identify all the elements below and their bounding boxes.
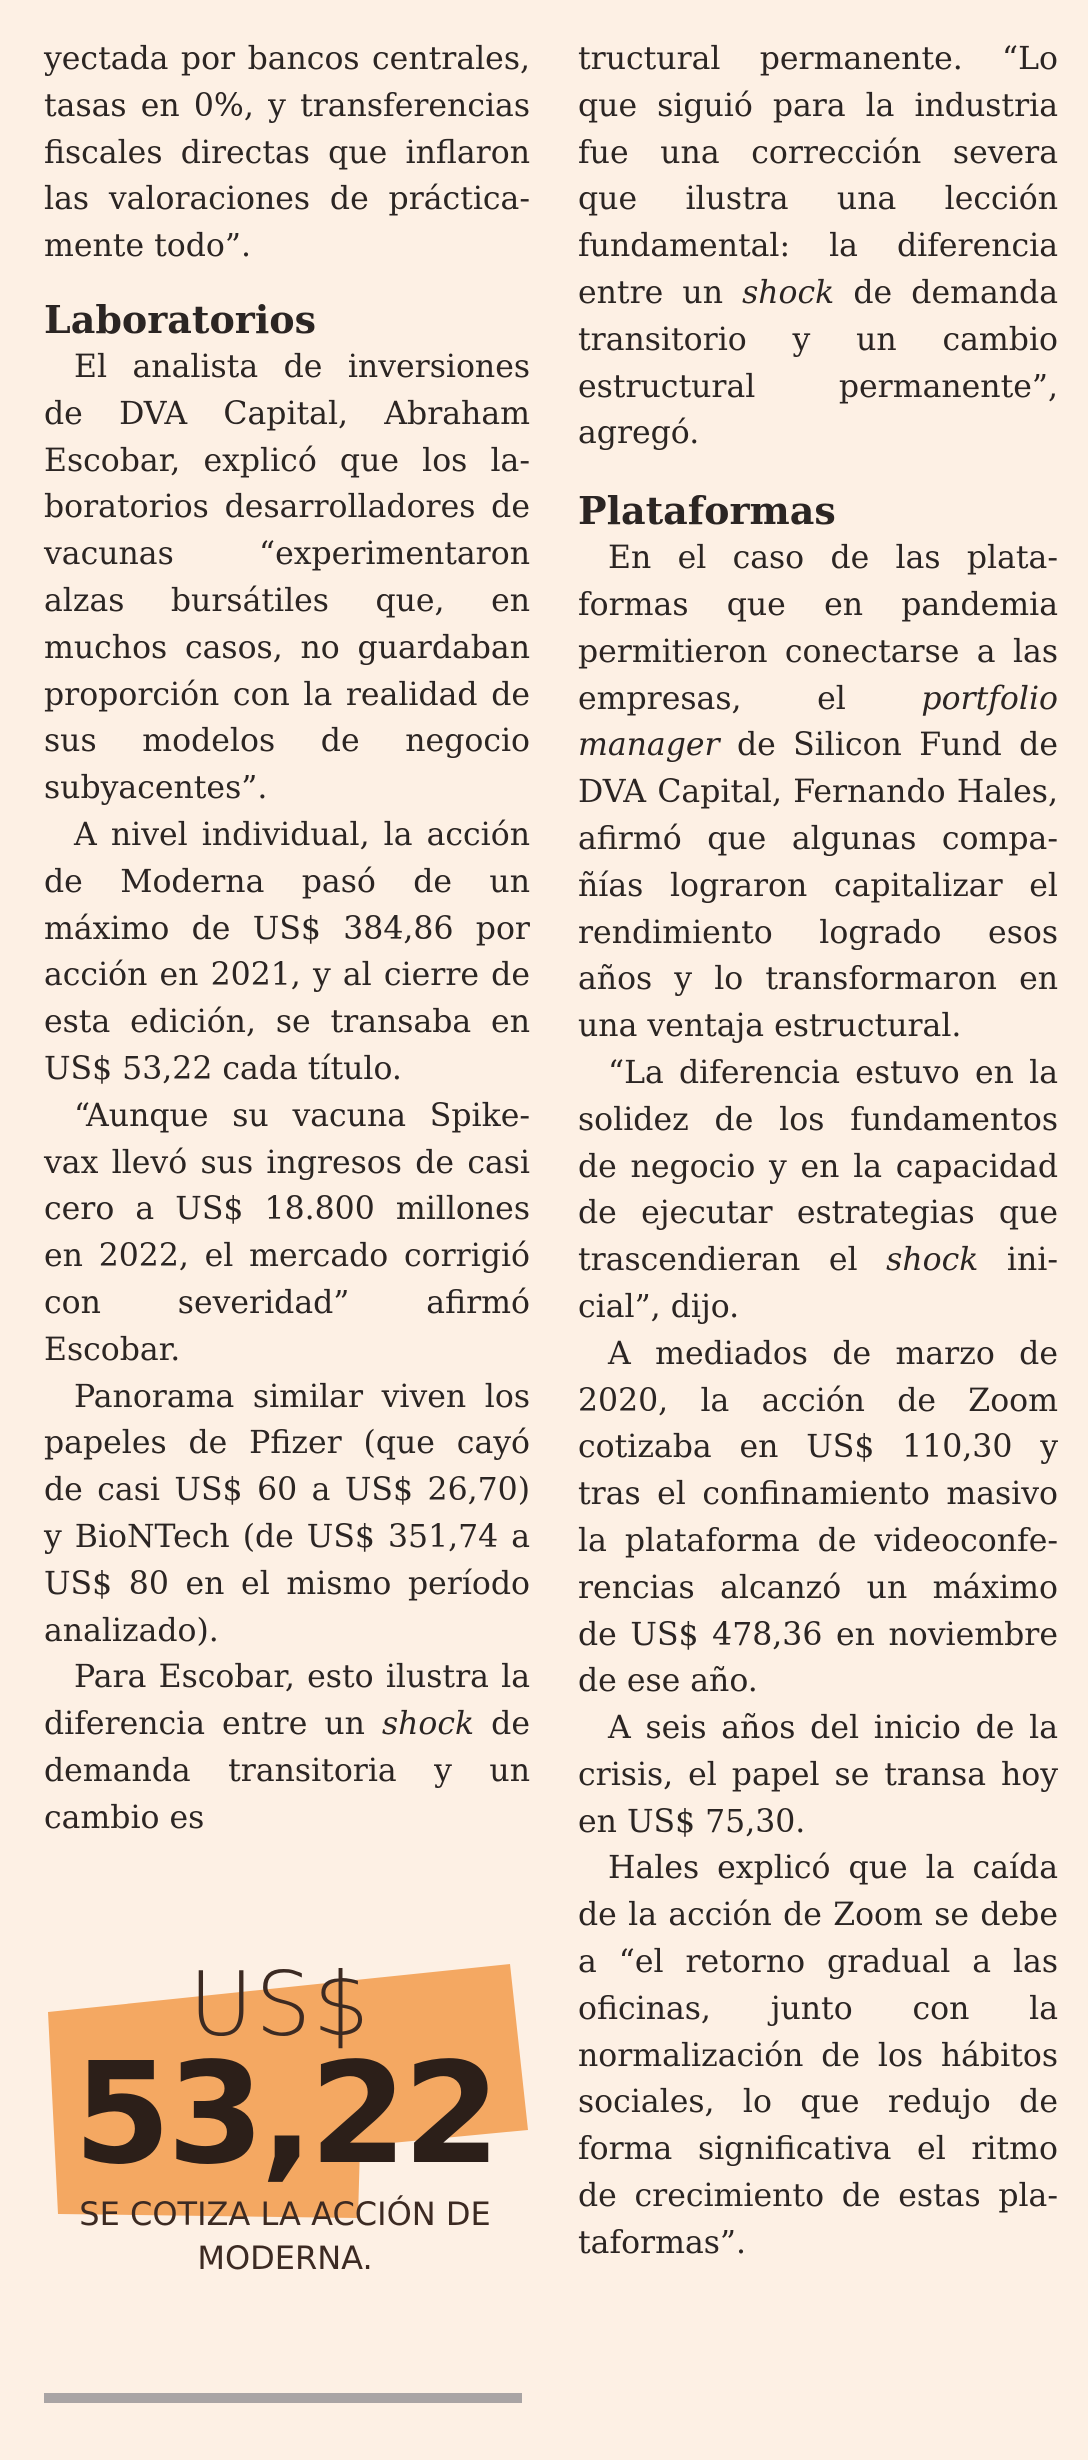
- left-column: [44, 36, 530, 1841]
- price-callout: [40, 1910, 530, 2300]
- heading-laboratorios: Laboratorios: [44, 296, 316, 342]
- emphasis-shock: shock: [742, 274, 835, 311]
- paragraph-fundamentals-quote: [578, 1050, 1058, 1331]
- text-run: En el caso de las plataformas que en pandemia permitieron conectarse a las empresas, el: [578, 540, 1058, 717]
- paragraph-escobar-analyst: El analista de inversiones de DVA Capital, Abraham Escobar, explicó que los laboratorios desarrolladores de vacunas “experimentaron alzas bursátiles que, en muchos casos, no guardaban proporción con la realidad de sus modelos de negocio subyacentes”.: [44, 348, 530, 807]
- emphasis-portfolio-manager: portfolio manager: [578, 680, 1058, 764]
- text-run: “La diferencia estuvo en la solidez de los fundamentos de negocio y en la capacidad de ejecutar estrategias que trascendieran el: [578, 1054, 1058, 1279]
- paragraph-zoom-decline: Hales explicó que la caída de la acción de Zoom se debe a “el retorno gradual a las oficinas, junto con la normalización de los hábitos sociales, lo que redujo de forma significativa el ritmo de crecimiento de estas plataformas”.: [578, 1850, 1058, 2261]
- paragraph-moderna: A nivel individual, la acción de Moderna pasó de un máximo de US$ 384,86 por acción en 2021, y al cierre de esta edición, se transaba en US$ 53,22 cada título.: [44, 816, 530, 1087]
- paragraph-continuation: [578, 36, 1058, 457]
- paragraph-spikevax-quote: “Aunque su vacuna Spikevax llevó sus ingresos de casi cero a US$ 18.800 millones en 2022, el mercado corrigió con severidad” afirmó Escobar.: [44, 1097, 530, 1368]
- text-run: de demanda transitorio y un cambio estructural permanente”, agregó.: [578, 274, 1058, 452]
- right-column: [578, 36, 1058, 2267]
- intro-paragraph: yectada por bancos centrales, tasas en 0%, y transferencias fiscales directas que inflaron las valoraciones de prácticamente todo”.: [44, 41, 530, 265]
- text-run: de Silicon Fund de DVA Capital, Fernando Hales, afirmó que algunas compañías lograron capitalizar el rendimiento logrado esos años y lo transformaron en una ventaja estructural.: [578, 727, 1058, 1045]
- heading-plataformas: Plataformas: [578, 488, 836, 534]
- text-run: Para Escobar, esto ilustra la diferencia entre un: [44, 1659, 530, 1743]
- paragraph-pfizer-biontech: Panorama similar viven los papeles de Pfizer (que cayó de casi US$ 60 a US$ 26,70) y BioNTech (de US$ 351,74 a US$ 80 en el mismo período analizado).: [44, 1378, 530, 1649]
- text-run: tructural permanente. “Lo que siguió para la industria fue una corrección severa que ilustra una lección fundamental: la diferencia entre un: [578, 41, 1058, 311]
- emphasis-shock: shock: [381, 1706, 475, 1743]
- text-run: inicial”, dijo.: [578, 1242, 1059, 1325]
- callout-value: 53,22: [73, 2033, 497, 2196]
- callout-caption: SE COTIZA LA ACCIÓN DE MODERNA.: [79, 2195, 491, 2277]
- paragraph-shock-transition: [44, 1654, 530, 1841]
- paragraph-zoom-2020: A mediados de marzo de 2020, la acción de Zoom cotizaba en US$ 110,30 y tras el confinamiento masivo la plataforma de videoconferencias alcanzó un máximo de US$ 478,36 en noviembre de ese año.: [578, 1335, 1058, 1700]
- paragraph-zoom-today: A seis años del inicio de la crisis, el papel se transa hoy en US$ 75,30.: [578, 1710, 1058, 1840]
- text-run: de demanda transitoria y un cambio es: [44, 1706, 530, 1836]
- paragraph-hales-platforms: [578, 535, 1058, 1050]
- callout-currency: US$: [188, 1953, 372, 2056]
- bottom-rule: [44, 2393, 522, 2403]
- emphasis-shock: shock: [886, 1242, 979, 1279]
